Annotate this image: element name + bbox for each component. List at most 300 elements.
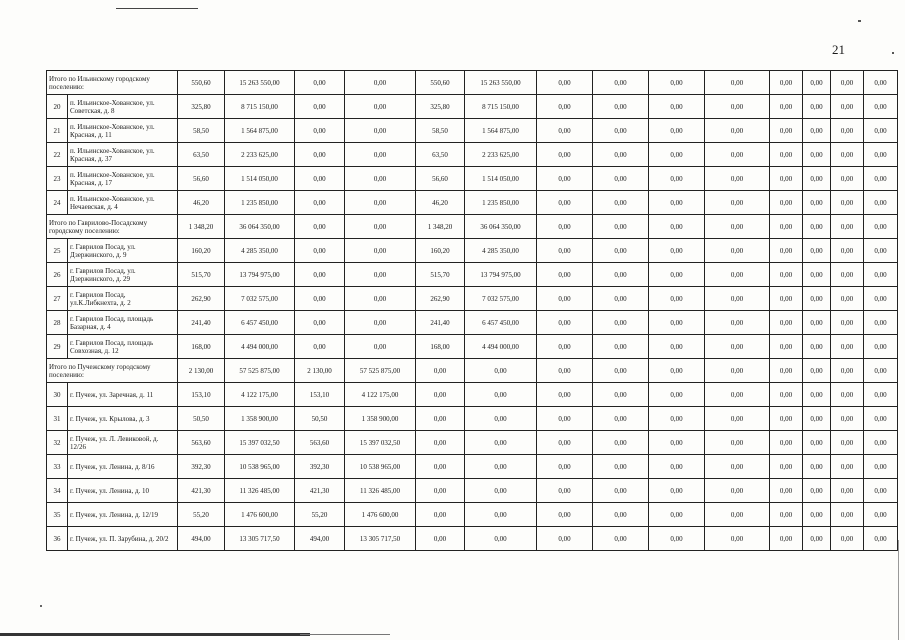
housing-register-table [46, 70, 898, 551]
value-cell: 55,20 [178, 503, 225, 527]
value-cell: 0,00 [770, 431, 803, 455]
value-cell: 0,00 [864, 359, 898, 383]
value-cell: 0,00 [770, 527, 803, 551]
value-cell: 0,00 [831, 479, 864, 503]
row-number: 21 [47, 119, 68, 143]
value-cell: 0,00 [537, 215, 593, 239]
value-cell: 0,00 [864, 191, 898, 215]
value-cell: 0,00 [864, 383, 898, 407]
row-number: 25 [47, 239, 68, 263]
value-cell: 13 794 975,00 [465, 263, 537, 287]
value-cell: 0,00 [537, 143, 593, 167]
value-cell: 0,00 [864, 167, 898, 191]
value-cell: 0,00 [770, 407, 803, 431]
scan-edge-bottom [300, 634, 390, 635]
value-cell: 0,00 [803, 503, 831, 527]
value-cell: 56,60 [416, 167, 465, 191]
value-cell: 0,00 [803, 335, 831, 359]
value-cell: 0,00 [770, 215, 803, 239]
value-cell: 0,00 [770, 287, 803, 311]
value-cell: 0,00 [345, 263, 416, 287]
value-cell: 0,00 [537, 383, 593, 407]
value-cell: 0,00 [537, 503, 593, 527]
value-cell: 0,00 [770, 359, 803, 383]
value-cell: 0,00 [770, 71, 803, 95]
value-cell: 58,50 [178, 119, 225, 143]
row-number: 29 [47, 335, 68, 359]
table-row [47, 191, 898, 215]
value-cell: 4 122 175,00 [345, 383, 416, 407]
value-cell: 0,00 [593, 167, 649, 191]
value-cell: 0,00 [649, 407, 705, 431]
value-cell: 0,00 [770, 479, 803, 503]
value-cell: 0,00 [803, 215, 831, 239]
row-number: 26 [47, 263, 68, 287]
address-cell: г. Пучеж, ул. Л. Левиковой, д. 12/26 [68, 431, 178, 455]
value-cell: 0,00 [770, 263, 803, 287]
value-cell: 0,00 [831, 383, 864, 407]
row-number: 23 [47, 167, 68, 191]
value-cell: 0,00 [416, 527, 465, 551]
value-cell: 0,00 [770, 239, 803, 263]
value-cell: 0,00 [705, 95, 770, 119]
value-cell: 0,00 [705, 311, 770, 335]
value-cell: 1 564 875,00 [465, 119, 537, 143]
value-cell: 4 285 350,00 [225, 239, 295, 263]
value-cell: 0,00 [831, 143, 864, 167]
value-cell: 0,00 [345, 119, 416, 143]
value-cell: 2 233 625,00 [465, 143, 537, 167]
table-row [47, 119, 898, 143]
value-cell: 0,00 [831, 287, 864, 311]
row-number: 22 [47, 143, 68, 167]
value-cell: 153,10 [178, 383, 225, 407]
value-cell: 0,00 [649, 311, 705, 335]
value-cell: 0,00 [537, 287, 593, 311]
table-row [47, 143, 898, 167]
value-cell: 0,00 [864, 335, 898, 359]
value-cell: 0,00 [705, 479, 770, 503]
value-cell: 0,00 [864, 239, 898, 263]
address-cell: г. Гаврилов Посад, ул. Дзержинского, д. 9 [68, 239, 178, 263]
value-cell: 0,00 [705, 119, 770, 143]
table-row [47, 95, 898, 119]
row-number: 20 [47, 95, 68, 119]
value-cell: 0,00 [537, 263, 593, 287]
value-cell: 0,00 [705, 167, 770, 191]
value-cell: 0,00 [295, 215, 345, 239]
table-row [47, 503, 898, 527]
value-cell: 0,00 [593, 503, 649, 527]
value-cell: 0,00 [345, 143, 416, 167]
value-cell: 0,00 [345, 71, 416, 95]
value-cell: 0,00 [864, 215, 898, 239]
value-cell: 0,00 [864, 455, 898, 479]
value-cell: 2 130,00 [295, 359, 345, 383]
value-cell: 0,00 [864, 479, 898, 503]
value-cell: 11 326 485,00 [345, 479, 416, 503]
value-cell: 0,00 [649, 527, 705, 551]
value-cell: 46,20 [178, 191, 225, 215]
value-cell: 0,00 [864, 431, 898, 455]
row-number: 35 [47, 503, 68, 527]
scan-edge-right [898, 540, 899, 640]
value-cell: 0,00 [537, 431, 593, 455]
value-cell: 8 715 150,00 [225, 95, 295, 119]
row-number: 36 [47, 527, 68, 551]
value-cell: 0,00 [649, 143, 705, 167]
value-cell: 0,00 [465, 479, 537, 503]
value-cell: 0,00 [465, 527, 537, 551]
value-cell: 1 235 850,00 [465, 191, 537, 215]
value-cell: 1 348,20 [178, 215, 225, 239]
value-cell: 10 538 965,00 [225, 455, 295, 479]
value-cell: 494,00 [295, 527, 345, 551]
value-cell: 0,00 [649, 431, 705, 455]
value-cell: 1 358 900,00 [345, 407, 416, 431]
value-cell: 0,00 [295, 191, 345, 215]
value-cell: 262,90 [178, 287, 225, 311]
value-cell: 0,00 [803, 359, 831, 383]
value-cell: 0,00 [416, 359, 465, 383]
value-cell: 0,00 [705, 527, 770, 551]
value-cell: 0,00 [295, 335, 345, 359]
value-cell: 0,00 [465, 503, 537, 527]
value-cell: 0,00 [295, 167, 345, 191]
value-cell: 0,00 [831, 455, 864, 479]
value-cell: 0,00 [295, 239, 345, 263]
value-cell: 0,00 [803, 263, 831, 287]
table-row [47, 335, 898, 359]
value-cell: 57 525 875,00 [345, 359, 416, 383]
value-cell: 0,00 [465, 407, 537, 431]
value-cell: 55,20 [295, 503, 345, 527]
value-cell: 0,00 [593, 431, 649, 455]
value-cell: 0,00 [864, 527, 898, 551]
address-cell: п. Ильинское-Хованское, ул. Красная, д. 11 [68, 119, 178, 143]
value-cell: 4 494 000,00 [225, 335, 295, 359]
value-cell: 0,00 [864, 311, 898, 335]
value-cell: 168,00 [416, 335, 465, 359]
value-cell: 550,60 [178, 71, 225, 95]
value-cell: 0,00 [803, 239, 831, 263]
subtotal-row [47, 359, 898, 383]
value-cell: 0,00 [593, 383, 649, 407]
value-cell: 0,00 [803, 71, 831, 95]
table-row [47, 167, 898, 191]
value-cell: 13 305 717,50 [345, 527, 416, 551]
address-cell: п. Ильинское-Хованское, ул. Советская, д. 8 [68, 95, 178, 119]
value-cell: 494,00 [178, 527, 225, 551]
value-cell: 392,30 [295, 455, 345, 479]
value-cell: 0,00 [295, 311, 345, 335]
row-number: 31 [47, 407, 68, 431]
value-cell: 0,00 [864, 503, 898, 527]
value-cell: 50,50 [295, 407, 345, 431]
value-cell: 15 397 032,50 [225, 431, 295, 455]
value-cell: 515,70 [178, 263, 225, 287]
table-row [47, 287, 898, 311]
value-cell: 7 032 575,00 [465, 287, 537, 311]
value-cell: 0,00 [705, 239, 770, 263]
value-cell: 58,50 [416, 119, 465, 143]
value-cell: 0,00 [593, 407, 649, 431]
value-cell: 241,40 [178, 311, 225, 335]
value-cell: 0,00 [803, 95, 831, 119]
value-cell: 421,30 [178, 479, 225, 503]
value-cell: 0,00 [831, 95, 864, 119]
value-cell: 0,00 [803, 455, 831, 479]
table-row [47, 311, 898, 335]
value-cell: 0,00 [537, 239, 593, 263]
value-cell: 0,00 [864, 71, 898, 95]
value-cell: 15 397 032,50 [345, 431, 416, 455]
value-cell: 0,00 [593, 311, 649, 335]
subtotal-row [47, 215, 898, 239]
table-row [47, 407, 898, 431]
row-number: 34 [47, 479, 68, 503]
value-cell: 4 494 000,00 [465, 335, 537, 359]
value-cell: 1 514 050,00 [225, 167, 295, 191]
table-row [47, 239, 898, 263]
value-cell: 0,00 [593, 287, 649, 311]
value-cell: 0,00 [295, 119, 345, 143]
value-cell: 515,70 [416, 263, 465, 287]
value-cell: 0,00 [649, 479, 705, 503]
value-cell: 0,00 [705, 383, 770, 407]
address-cell: п. Ильинское-Хованское, ул. Красная, д. 17 [68, 167, 178, 191]
value-cell: 13 794 975,00 [225, 263, 295, 287]
value-cell: 0,00 [831, 503, 864, 527]
value-cell: 0,00 [649, 359, 705, 383]
value-cell: 0,00 [705, 335, 770, 359]
value-cell: 0,00 [705, 71, 770, 95]
value-cell: 0,00 [593, 527, 649, 551]
value-cell: 160,20 [178, 239, 225, 263]
value-cell: 15 263 550,00 [465, 71, 537, 95]
value-cell: 0,00 [416, 455, 465, 479]
address-cell: г. Пучеж, ул. Ленина, д. 8/16 [68, 455, 178, 479]
address-cell: г. Гаврилов Посад, ул. Дзержинского, д. 29 [68, 263, 178, 287]
value-cell: 0,00 [345, 167, 416, 191]
value-cell: 63,50 [416, 143, 465, 167]
table-row [47, 527, 898, 551]
value-cell: 0,00 [803, 479, 831, 503]
value-cell: 0,00 [465, 455, 537, 479]
value-cell: 0,00 [770, 455, 803, 479]
value-cell: 0,00 [593, 215, 649, 239]
value-cell: 0,00 [831, 527, 864, 551]
value-cell: 0,00 [864, 407, 898, 431]
value-cell: 0,00 [803, 311, 831, 335]
value-cell: 0,00 [649, 383, 705, 407]
value-cell: 0,00 [537, 335, 593, 359]
row-number: 24 [47, 191, 68, 215]
value-cell: 0,00 [831, 239, 864, 263]
value-cell: 0,00 [770, 95, 803, 119]
table-row [47, 455, 898, 479]
value-cell: 4 122 175,00 [225, 383, 295, 407]
value-cell: 153,10 [295, 383, 345, 407]
address-cell: г. Гаврилов Посад, площадь Совхозная, д. 12 [68, 335, 178, 359]
value-cell: 0,00 [593, 335, 649, 359]
table-row [47, 479, 898, 503]
value-cell: 0,00 [649, 239, 705, 263]
value-cell: 0,00 [770, 191, 803, 215]
address-cell: г. Пучеж, ул. Заречная, д. 11 [68, 383, 178, 407]
address-cell: г. Пучеж, ул. Крылова, д. 3 [68, 407, 178, 431]
address-cell: п. Ильинское-Хованское, ул. Нечаевская, д. 4 [68, 191, 178, 215]
value-cell: 0,00 [803, 167, 831, 191]
value-cell: 0,00 [705, 215, 770, 239]
value-cell: 0,00 [803, 527, 831, 551]
row-number: 27 [47, 287, 68, 311]
value-cell: 0,00 [537, 71, 593, 95]
value-cell: 0,00 [831, 263, 864, 287]
value-cell: 0,00 [537, 191, 593, 215]
value-cell: 0,00 [345, 287, 416, 311]
value-cell: 0,00 [831, 215, 864, 239]
value-cell: 0,00 [770, 119, 803, 143]
value-cell: 0,00 [864, 95, 898, 119]
value-cell: 0,00 [649, 167, 705, 191]
value-cell: 0,00 [803, 191, 831, 215]
value-cell: 0,00 [803, 143, 831, 167]
value-cell: 0,00 [705, 287, 770, 311]
table-row [47, 431, 898, 455]
value-cell: 13 305 717,50 [225, 527, 295, 551]
value-cell: 15 263 550,00 [225, 71, 295, 95]
value-cell: 0,00 [770, 503, 803, 527]
value-cell: 0,00 [537, 119, 593, 143]
value-cell: 550,60 [416, 71, 465, 95]
row-number: 32 [47, 431, 68, 455]
value-cell: 0,00 [803, 431, 831, 455]
value-cell: 0,00 [345, 95, 416, 119]
value-cell: 0,00 [770, 311, 803, 335]
subtotal-label: Итого по Ильинскому городскому поселению: [47, 71, 178, 95]
value-cell: 0,00 [295, 95, 345, 119]
row-number: 33 [47, 455, 68, 479]
value-cell: 0,00 [593, 143, 649, 167]
value-cell: 0,00 [803, 407, 831, 431]
value-cell: 421,30 [295, 479, 345, 503]
value-cell: 0,00 [831, 431, 864, 455]
value-cell: 0,00 [465, 431, 537, 455]
value-cell: 0,00 [537, 479, 593, 503]
value-cell: 0,00 [649, 95, 705, 119]
value-cell: 241,40 [416, 311, 465, 335]
value-cell: 0,00 [593, 479, 649, 503]
value-cell: 0,00 [537, 311, 593, 335]
scan-speck [40, 605, 42, 607]
value-cell: 0,00 [416, 503, 465, 527]
value-cell: 0,00 [705, 263, 770, 287]
value-cell: 0,00 [345, 239, 416, 263]
value-cell: 10 538 965,00 [345, 455, 416, 479]
value-cell: 0,00 [295, 143, 345, 167]
value-cell: 0,00 [649, 503, 705, 527]
value-cell: 0,00 [295, 263, 345, 287]
value-cell: 0,00 [803, 383, 831, 407]
value-cell: 0,00 [593, 191, 649, 215]
value-cell: 0,00 [416, 407, 465, 431]
value-cell: 0,00 [345, 215, 416, 239]
value-cell: 57 525 875,00 [225, 359, 295, 383]
address-cell: г. Пучеж, ул. П. Зарубина, д. 20/2 [68, 527, 178, 551]
value-cell: 0,00 [537, 167, 593, 191]
value-cell: 0,00 [770, 143, 803, 167]
subtotal-row [47, 71, 898, 95]
value-cell: 0,00 [345, 335, 416, 359]
value-cell: 0,00 [831, 119, 864, 143]
value-cell: 4 285 350,00 [465, 239, 537, 263]
address-cell: г. Гаврилов Посад, ул.К.Либкнехта, д. 2 [68, 287, 178, 311]
address-cell: г. Пучеж, ул. Ленина, д. 12/19 [68, 503, 178, 527]
value-cell: 1 235 850,00 [225, 191, 295, 215]
value-cell: 0,00 [803, 287, 831, 311]
value-cell: 0,00 [465, 383, 537, 407]
value-cell: 0,00 [831, 335, 864, 359]
value-cell: 0,00 [864, 119, 898, 143]
subtotal-label: Итого по Пучежскому городскому поселению: [47, 359, 178, 383]
value-cell: 0,00 [537, 95, 593, 119]
value-cell: 8 715 150,00 [465, 95, 537, 119]
value-cell: 46,20 [416, 191, 465, 215]
value-cell: 0,00 [295, 71, 345, 95]
value-cell: 0,00 [831, 407, 864, 431]
value-cell: 0,00 [831, 311, 864, 335]
table-row [47, 263, 898, 287]
value-cell: 1 476 600,00 [345, 503, 416, 527]
value-cell: 0,00 [705, 143, 770, 167]
value-cell: 0,00 [537, 359, 593, 383]
scan-edge-bottom [0, 633, 310, 636]
value-cell: 0,00 [864, 143, 898, 167]
value-cell: 0,00 [593, 359, 649, 383]
value-cell: 0,00 [649, 215, 705, 239]
value-cell: 0,00 [465, 359, 537, 383]
value-cell: 0,00 [649, 71, 705, 95]
value-cell: 325,80 [178, 95, 225, 119]
value-cell: 0,00 [537, 455, 593, 479]
value-cell: 0,00 [705, 407, 770, 431]
value-cell: 0,00 [770, 383, 803, 407]
value-cell: 0,00 [593, 239, 649, 263]
value-cell: 0,00 [537, 407, 593, 431]
value-cell: 2 130,00 [178, 359, 225, 383]
value-cell: 36 064 350,00 [225, 215, 295, 239]
value-cell: 0,00 [705, 431, 770, 455]
value-cell: 63,50 [178, 143, 225, 167]
value-cell: 1 358 900,00 [225, 407, 295, 431]
value-cell: 36 064 350,00 [465, 215, 537, 239]
value-cell: 0,00 [770, 335, 803, 359]
value-cell: 0,00 [593, 95, 649, 119]
value-cell: 0,00 [705, 455, 770, 479]
value-cell: 0,00 [416, 479, 465, 503]
value-cell: 0,00 [649, 287, 705, 311]
value-cell: 2 233 625,00 [225, 143, 295, 167]
value-cell: 0,00 [649, 335, 705, 359]
value-cell: 0,00 [864, 263, 898, 287]
value-cell: 1 476 600,00 [225, 503, 295, 527]
value-cell: 0,00 [649, 263, 705, 287]
value-cell: 7 032 575,00 [225, 287, 295, 311]
value-cell: 1 564 875,00 [225, 119, 295, 143]
value-cell: 0,00 [649, 119, 705, 143]
value-cell: 0,00 [831, 359, 864, 383]
